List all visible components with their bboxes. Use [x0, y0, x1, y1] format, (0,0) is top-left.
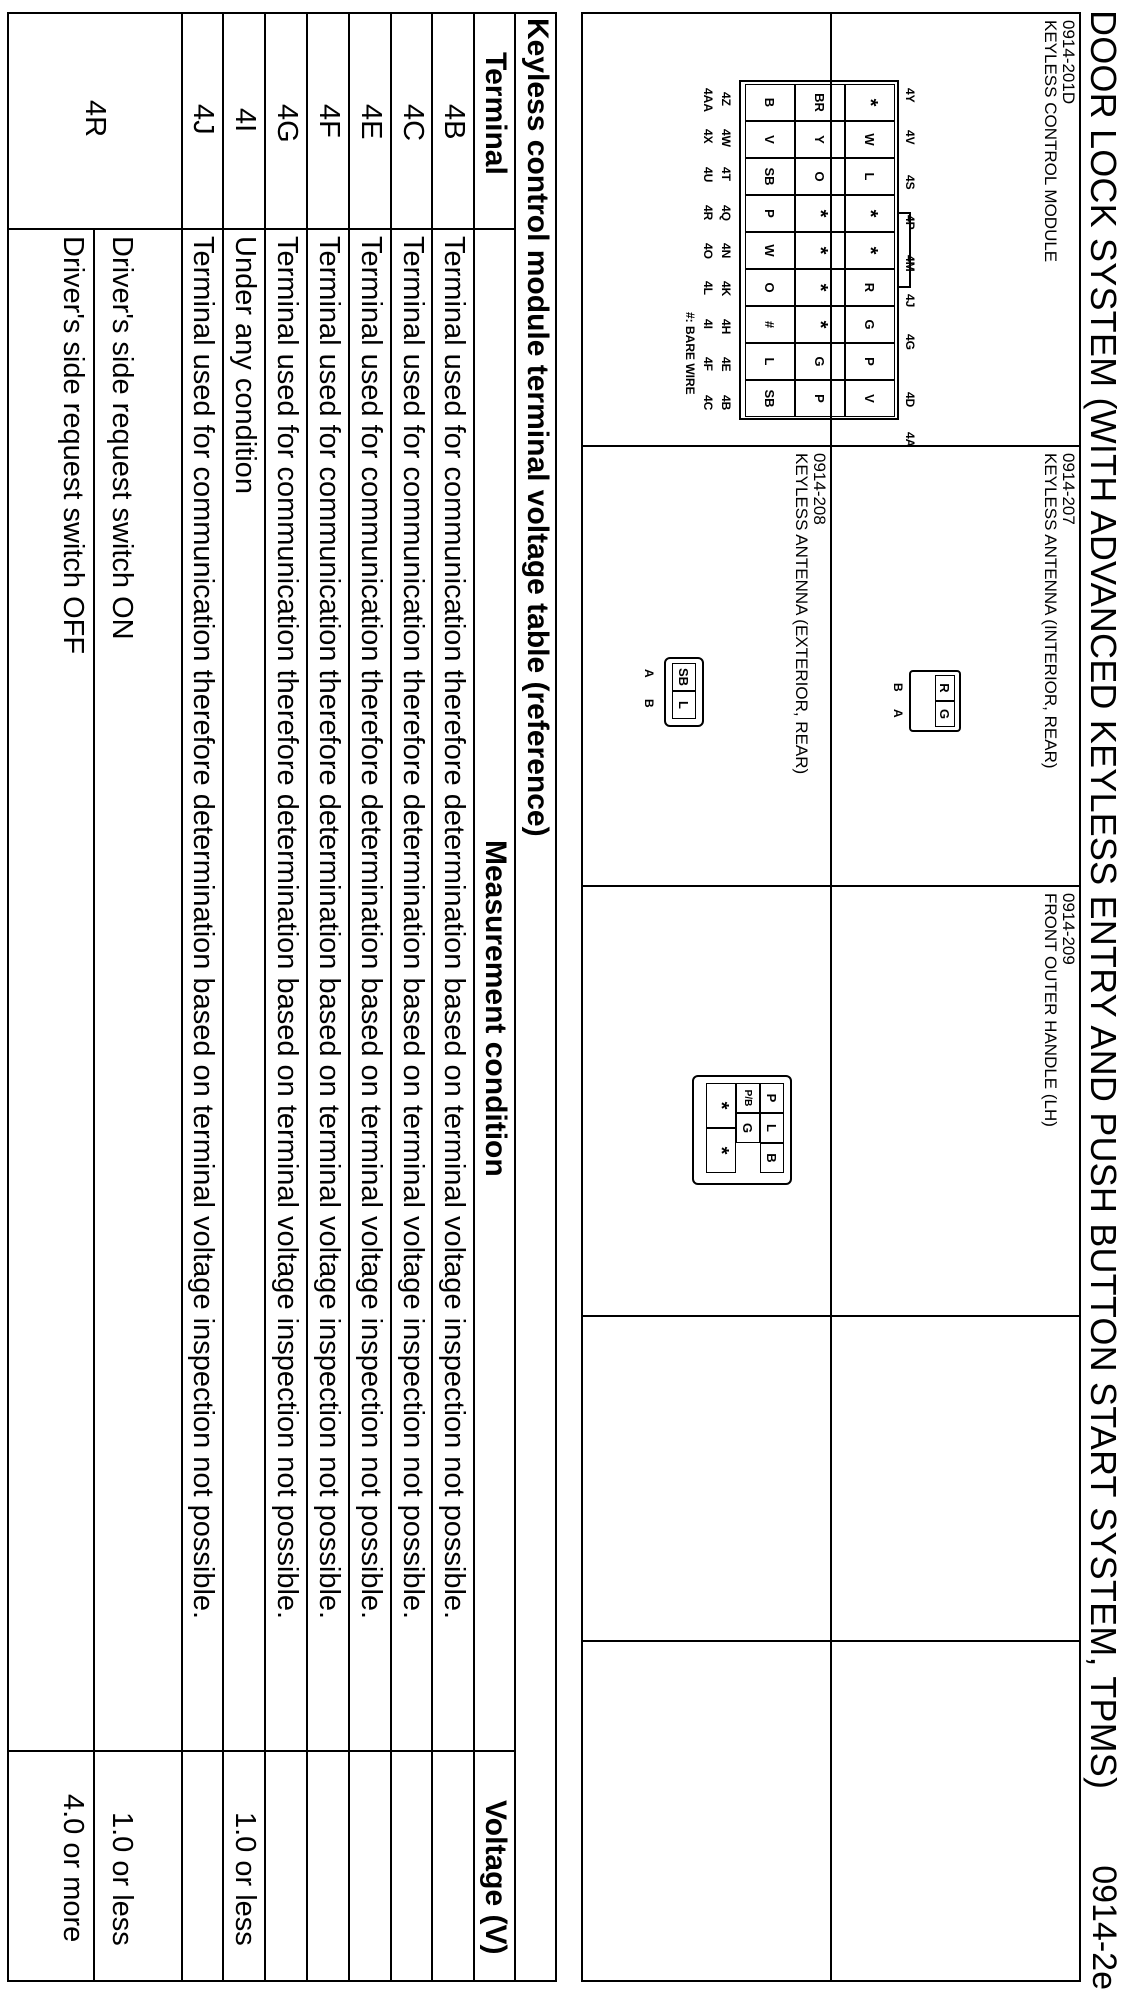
- pin-label: 4X: [701, 129, 715, 144]
- connector-name: KEYLESS CONTROL MODULE: [1041, 20, 1060, 263]
- pin: *: [795, 306, 845, 343]
- pin: R: [845, 269, 895, 306]
- pin-label: 4K: [719, 281, 733, 297]
- table-rule: [348, 12, 350, 1982]
- table-rule: [390, 12, 392, 1982]
- pin: G: [845, 306, 895, 343]
- pin-label: 4A: [903, 432, 917, 448]
- pin-label: 4D: [903, 392, 917, 408]
- table-rule: [7, 228, 516, 230]
- table-title: Keyless control module terminal voltage table (reference): [521, 18, 554, 837]
- terminal-cell: 4E: [355, 104, 387, 140]
- page-title: DOOR LOCK SYSTEM (WITH ADVANCED KEYLESS ENTRY AND PUSH BUTTON START SYSTEM, TPMS): [1083, 10, 1124, 1790]
- table-rule: [306, 12, 308, 1982]
- pin: #: [745, 306, 795, 343]
- table-rule: [431, 12, 433, 1982]
- condition-cell: Driver's side request switch OFF: [57, 236, 89, 655]
- pin: *: [706, 1128, 736, 1173]
- pin: L: [672, 691, 696, 719]
- voltage-cell: 4.0 or more: [57, 1794, 89, 1943]
- condition-cell: Terminal used for communication therefore determination based on terminal voltage inspection not possible.: [438, 236, 470, 1620]
- pin: Y: [795, 121, 845, 158]
- bare-wire-legend: #: BARE WIRE: [683, 312, 697, 395]
- pin: L: [745, 343, 795, 380]
- condition-cell: Terminal used for communication therefore determination based on terminal voltage inspection not possible.: [397, 236, 429, 1620]
- pin-label: 4U: [701, 167, 715, 183]
- connector-code: 0914-207: [1059, 453, 1078, 525]
- connector-cell-keyless-control-module: [581, 12, 1081, 448]
- column-header-condition: Measurement condition: [479, 840, 512, 1177]
- pin-label: 4Z: [719, 92, 733, 107]
- terminal-cell: 4J: [187, 104, 219, 135]
- terminal-cell: 4R: [79, 100, 111, 138]
- pin: SB: [745, 158, 795, 195]
- pin: B: [745, 84, 795, 121]
- pin: B: [760, 1143, 784, 1173]
- pin-label: 4L: [701, 281, 715, 296]
- table-rule: [514, 12, 516, 1982]
- connector-cell-front-outer-handle: [832, 885, 1081, 1315]
- pin-label: 4T: [719, 167, 733, 182]
- condition-cell: Terminal used for communication therefore determination based on terminal voltage inspection not possible.: [355, 236, 387, 1620]
- pin: W: [745, 232, 795, 269]
- pin-label: 4I: [701, 319, 715, 330]
- connector-cell-front-outer-handle-drawing: [581, 885, 832, 1315]
- column-header-voltage: Voltage (V): [479, 1800, 512, 1955]
- pin: *: [795, 269, 845, 306]
- pin-label: 4R: [701, 205, 715, 221]
- pin: *: [706, 1083, 736, 1128]
- pin-label: 4G: [903, 334, 917, 351]
- pin: V: [845, 380, 895, 417]
- column-header-terminal: Terminal: [479, 52, 512, 175]
- pin-label: 4Y: [903, 88, 917, 103]
- pin-label: 4P: [903, 215, 917, 230]
- connector-code: 0914-208: [810, 453, 829, 525]
- connector-latch: [897, 212, 911, 288]
- pin-label: 4Q: [719, 205, 733, 222]
- pin: P: [845, 343, 895, 380]
- connector-code: 0914-201D: [1059, 20, 1078, 105]
- condition-cell: Terminal used for communication therefore determination based on terminal voltage inspection not possible.: [271, 236, 303, 1620]
- condition-cell: Driver's side request switch ON: [106, 236, 138, 640]
- connector-cell-antenna-interior: [832, 445, 1081, 885]
- pin-label: 4H: [719, 319, 733, 335]
- pin: *: [845, 195, 895, 232]
- connector-code: 0914-209: [1059, 893, 1078, 965]
- pin: SB: [672, 663, 696, 691]
- pin-label: A: [642, 669, 656, 678]
- terminal-cell: 4F: [313, 104, 345, 138]
- pin: *: [845, 232, 895, 269]
- pin-label: 4J: [903, 294, 917, 308]
- connector-cell-antenna-exterior: [581, 445, 832, 885]
- pin: O: [745, 269, 795, 306]
- pin: L: [845, 158, 895, 195]
- table-rule: [222, 12, 224, 1982]
- pin-label: A: [891, 709, 905, 718]
- pin: P/B: [736, 1083, 760, 1113]
- pin: R: [935, 675, 955, 701]
- pin-label: B: [891, 683, 905, 692]
- table-rule: [7, 1750, 516, 1752]
- page-code: 0914-2e: [1085, 1865, 1123, 1990]
- voltage-cell: 1.0 or less: [229, 1812, 261, 1946]
- connector-name: KEYLESS ANTENNA (INTERIOR, REAR): [1041, 453, 1060, 769]
- terminal-cell: 4G: [271, 104, 303, 143]
- terminal-cell: 4B: [438, 104, 470, 140]
- condition-cell: Terminal used for communication therefore determination based on terminal voltage inspection not possible.: [313, 236, 345, 1620]
- pin-label: 4E: [719, 357, 733, 372]
- pin-label: 4AA: [701, 88, 715, 113]
- terminal-cell: 4C: [397, 104, 429, 142]
- pin-label: B: [642, 699, 656, 708]
- terminal-cell: 4I: [229, 108, 261, 133]
- pin-label: 4V: [903, 130, 917, 145]
- pin: G: [795, 343, 845, 380]
- table-rule: [473, 12, 475, 1982]
- pin: *: [795, 195, 845, 232]
- pin: P: [745, 195, 795, 232]
- pin-label: 4B: [719, 395, 733, 411]
- pin: W: [845, 121, 895, 158]
- connector-name: KEYLESS ANTENNA (EXTERIOR, REAR): [792, 453, 811, 775]
- grid-divider: [581, 1315, 1081, 1317]
- pin: SB: [745, 380, 795, 417]
- pin: *: [795, 232, 845, 269]
- pin-label: 4S: [903, 175, 917, 190]
- pin-label: 4F: [701, 357, 715, 372]
- pin: L: [760, 1113, 784, 1143]
- pin-label: 4C: [701, 395, 715, 411]
- grid-divider: [581, 1640, 1081, 1642]
- pin-label: 4W: [719, 129, 733, 147]
- pin: O: [795, 158, 845, 195]
- pin-label: 4N: [719, 243, 733, 259]
- pin-label: 4M: [903, 255, 917, 272]
- pin: *: [845, 84, 895, 121]
- pin: P: [760, 1083, 784, 1113]
- pin: G: [736, 1113, 760, 1143]
- pin: BR: [795, 84, 845, 121]
- pin: V: [745, 121, 795, 158]
- connector-name: FRONT OUTER HANDLE (LH): [1041, 893, 1060, 1127]
- voltage-cell: 1.0 or less: [106, 1812, 138, 1946]
- table-rule: [181, 12, 183, 1982]
- table-rule: [93, 228, 95, 1982]
- pin-label: 4O: [701, 243, 715, 260]
- condition-cell: Terminal used for communication therefore determination based on terminal voltage inspection not possible.: [187, 236, 219, 1620]
- condition-cell: Under any condition: [229, 236, 261, 494]
- pin: P: [795, 380, 845, 417]
- table-rule: [264, 12, 266, 1982]
- pin: G: [935, 701, 955, 727]
